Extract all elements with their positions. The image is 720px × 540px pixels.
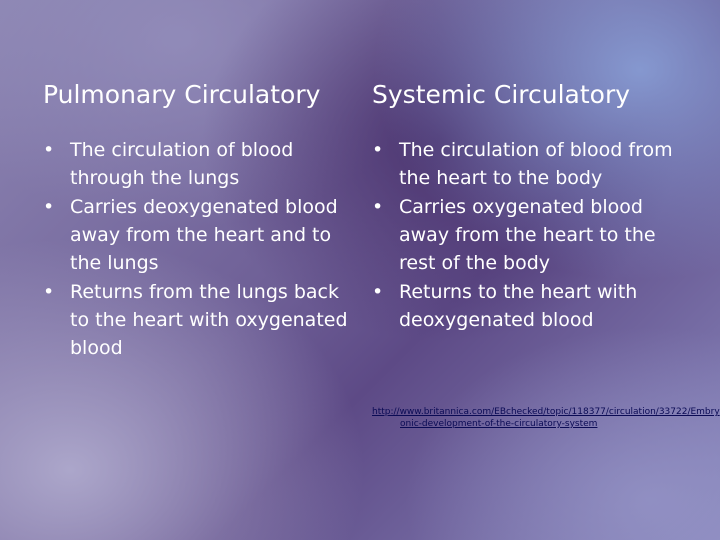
bullet-dot-icon: •	[372, 196, 384, 218]
bullet-dot-icon: •	[43, 139, 55, 161]
bullet-text: Carries oxygenated blood away from the heart to the rest of the body	[399, 196, 656, 274]
pulmonary-bullet-3	[43, 278, 355, 362]
bullet-text: Returns from the lungs back to the heart with oxygenated blood	[70, 281, 348, 359]
bullet-text: The circulation of blood through the lungs	[70, 139, 294, 189]
systemic-bullet-1	[372, 136, 692, 192]
pulmonary-heading: Pulmonary Circulatory	[43, 80, 321, 109]
bullet-text: The circulation of blood from the heart to the body	[399, 139, 673, 189]
bullet-text: Carries deoxygenated blood away from the heart and to the lungs	[70, 196, 338, 274]
pulmonary-bullet-2	[43, 193, 355, 277]
pulmonary-bullet-1	[43, 136, 355, 192]
systemic-column	[372, 78, 692, 335]
bullet-dot-icon: •	[43, 196, 55, 218]
systemic-bullet-3	[372, 278, 692, 334]
pulmonary-bullet-list	[43, 136, 355, 362]
bullet-dot-icon: •	[372, 281, 384, 303]
systemic-heading: Systemic Circulatory	[372, 80, 631, 109]
bullet-dot-icon: •	[372, 139, 384, 161]
bullet-dot-icon: •	[43, 281, 55, 303]
systemic-bullet-list	[372, 136, 692, 334]
bullet-text: Returns to the heart with deoxygenated blood	[399, 281, 638, 331]
systemic-bullet-2	[372, 193, 692, 277]
pulmonary-column	[43, 78, 355, 363]
reference-link[interactable]: http://www.britannica.com/EBchecked/topic/118377/circulation/33722/Embryonic-development-of-the-circulatory-system	[372, 407, 720, 429]
